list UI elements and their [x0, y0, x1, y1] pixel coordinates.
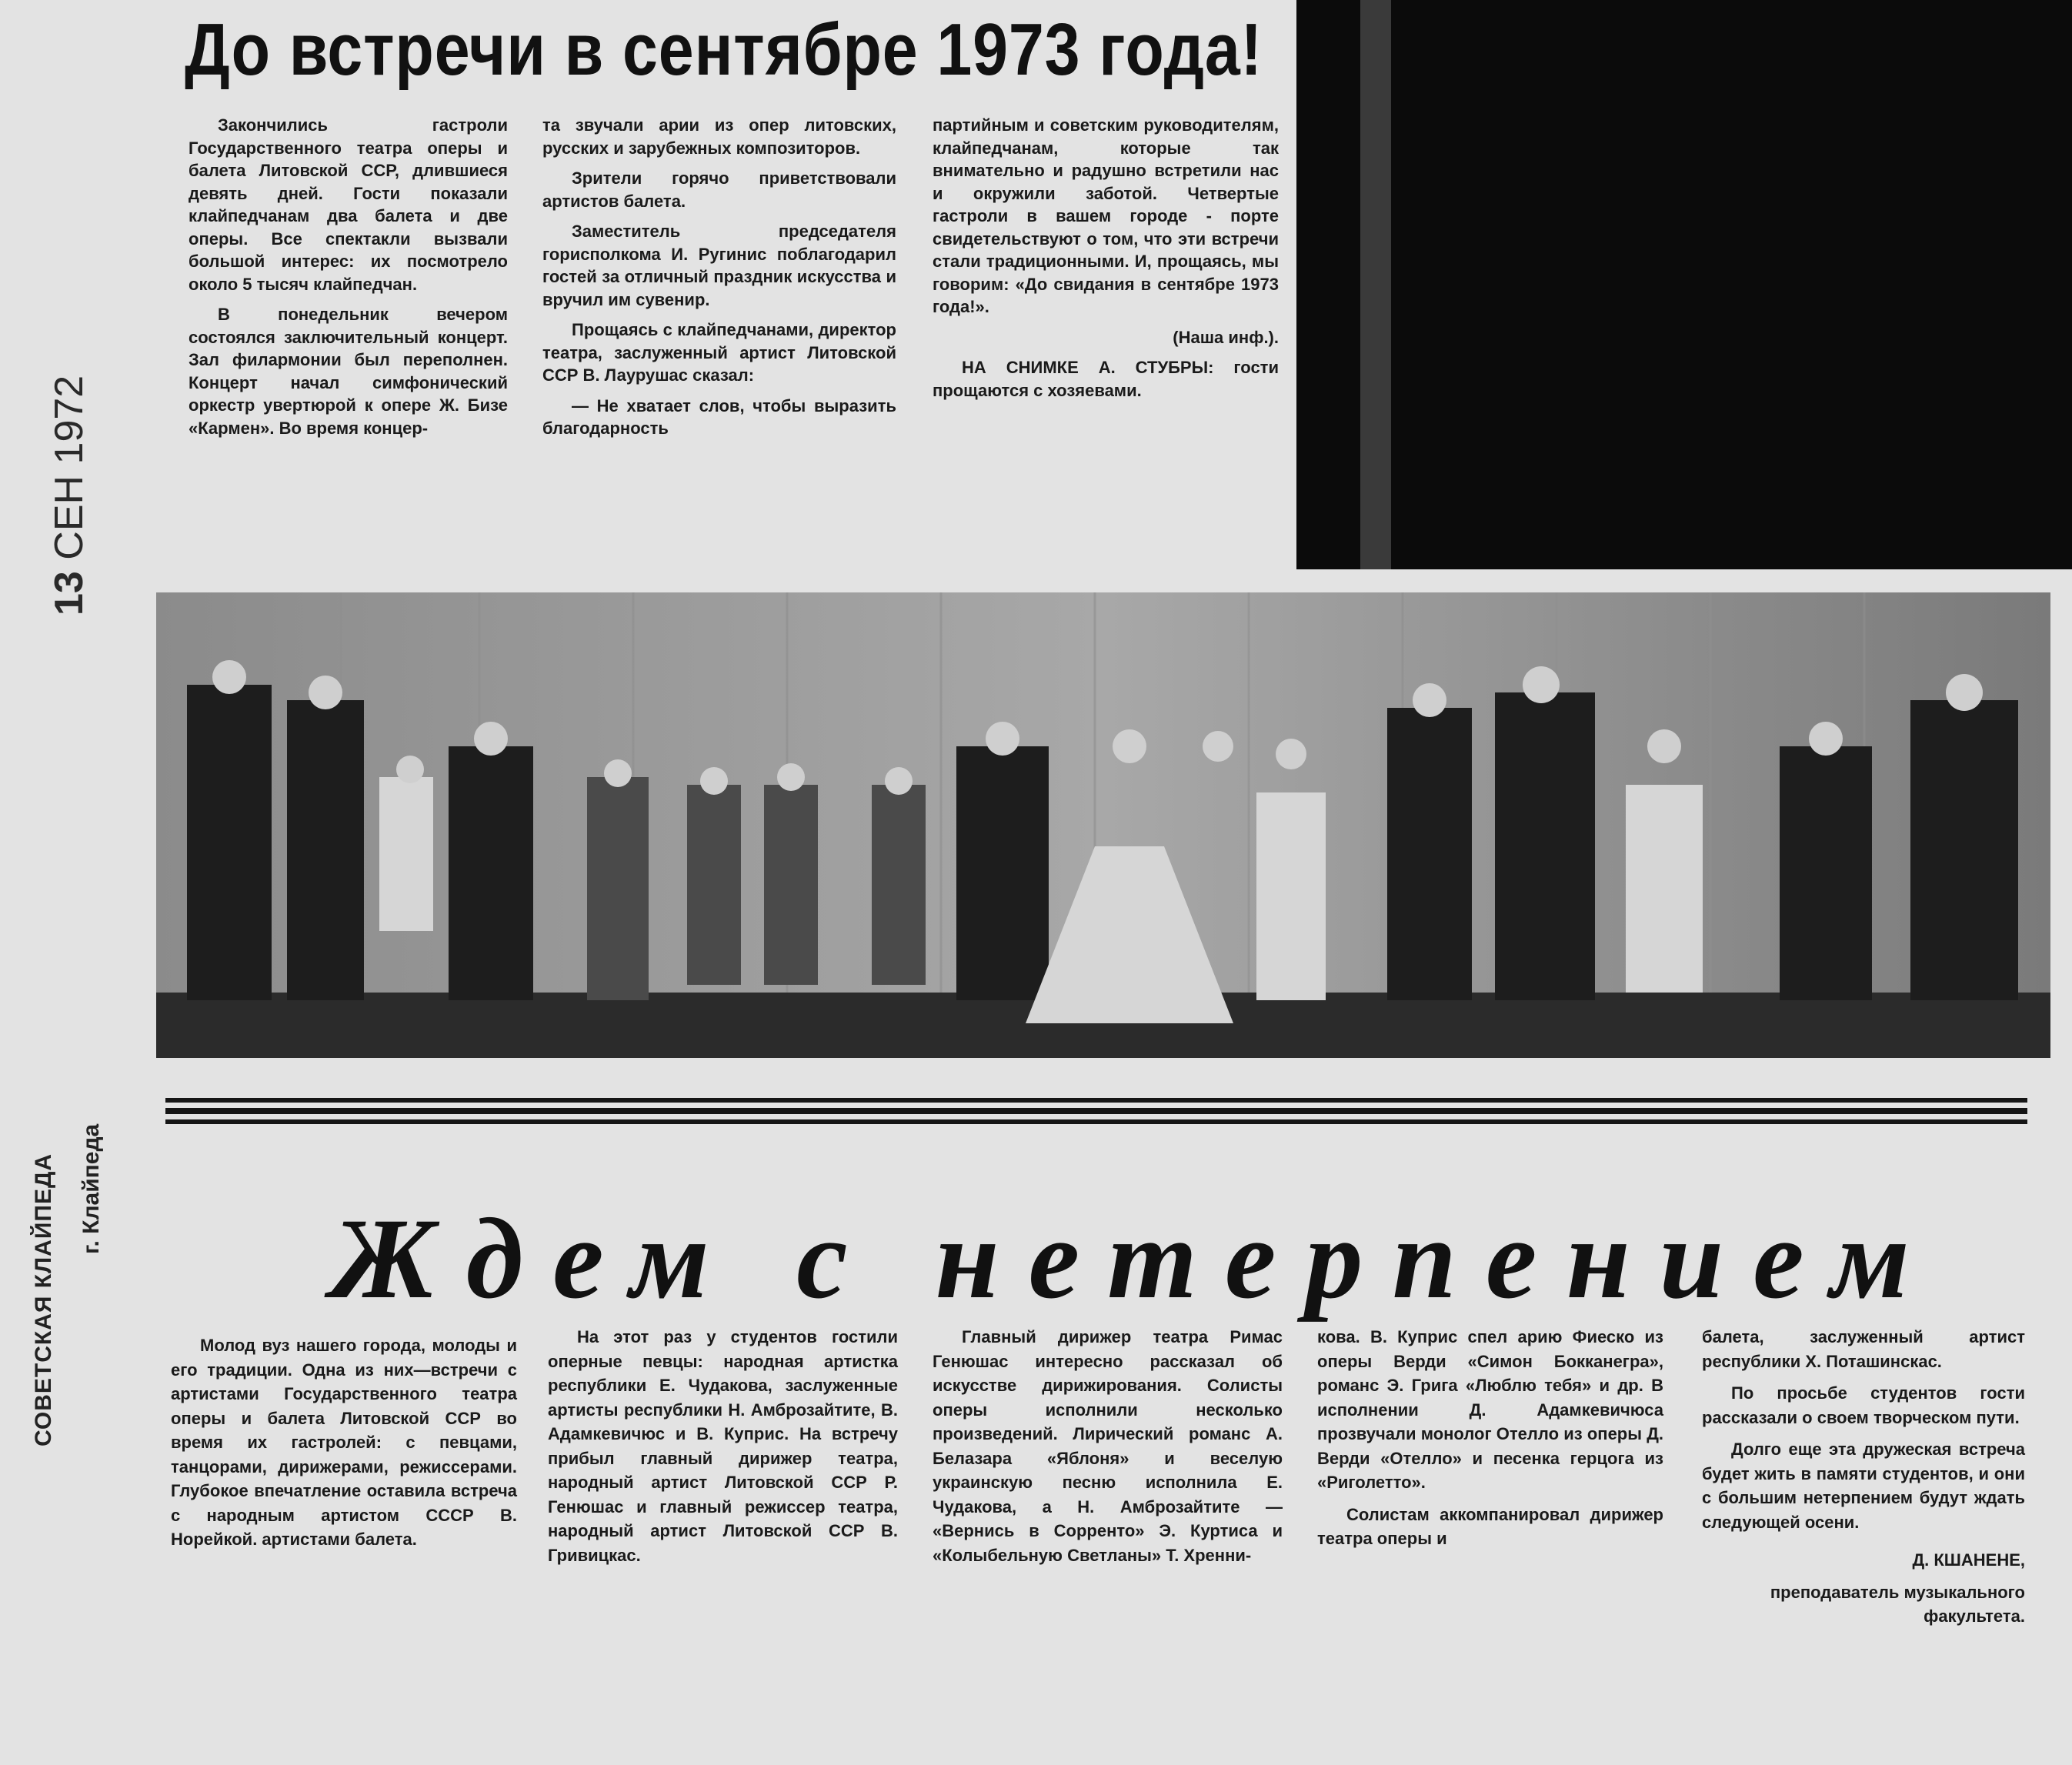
paragraph: партийным и советским руководителям, клайпедчанам, которые так внимательно и радушно встретили нас и окружили заботой. Четвертые гастроли в вашем городе - порте свидетельствуют о том, что эти встречи стали традиционными. И, прощаясь, мы говорим: «До свидания в сентябре 1973 года!».	[933, 115, 1279, 316]
top-headline: До встречи в сентябре 1973 года!	[185, 8, 1263, 91]
divider-rule	[165, 1108, 2027, 1114]
paragraph: та звучали арии из опер литовских, русских и зарубежных композиторов.	[542, 115, 896, 158]
top-column-2	[542, 114, 896, 448]
stage-photo-image	[156, 592, 2050, 1058]
top-column-1	[189, 114, 508, 447]
main-column-1	[171, 1333, 517, 1560]
stage-photo	[156, 592, 2050, 1058]
paragraph: По просьбе студентов гости рассказали о своем творческом пути.	[1702, 1383, 2025, 1427]
author-role: преподаватель музыкального факультета.	[1770, 1582, 2025, 1626]
paragraph: Главный дирижер театра Римас Генюшас интересно рассказал об искусстве дирижирования. Солисты оперы исполнили несколько произведений. Лирический романс А. Белазара «Яблоня» и веселую украинскую песню исполнила Е. Чудакова, а Н. Амброзайтите — «Вернись в Сорренто» Э. Куртиса и «Колыбельную Светланы» Т. Хренни-	[933, 1327, 1283, 1565]
info-credit: (Наша инф.).	[1173, 327, 1279, 347]
main-column-4	[1317, 1325, 1663, 1559]
date-stamp	[46, 369, 108, 616]
divider-rule	[165, 1119, 2027, 1124]
paragraph: кова. В. Куприс спел арию Фиеско из оперы Верди «Симон Бокканегра», романс Э. Грига «Люблю тебя» и др. В исполнении Д. Адамкевичюса прозвучали монолог Отелло из оперы Д. Верди «Отелло» и песенка герцога из «Риголетто».	[1317, 1327, 1663, 1492]
right-shadow	[1360, 0, 1391, 600]
paragraph: Заместитель председателя горисполкома И. Ругинис поблагодарил гостей за отличный праздник искусства и вручил им сувенир.	[542, 222, 896, 309]
paragraph: — Не хватает слов, чтобы выразить благодарность	[542, 395, 896, 438]
stamp-day: 13	[47, 571, 92, 616]
divider-rule	[165, 1098, 2027, 1103]
paragraph: Долго еще эта дружеская встреча будет жить в памяти студентов, и они с большим нетерпением будут ждать следующей осени.	[1702, 1440, 2025, 1532]
paragraph: балета, заслуженный артист республики Х. Поташинскас.	[1702, 1327, 2025, 1371]
newspaper-source	[31, 646, 146, 1446]
stamp-month-year: СЕН 1972	[47, 375, 92, 560]
paragraph: Зрители горячо приветствовали артистов балета.	[542, 168, 896, 211]
paragraph: В понедельник вечером состоялся заключительный концерт. Зал филармонии был переполнен. Концерт начал симфонический оркестр увертюрой к опере Ж. Бизе «Кармен». Во время концер-	[189, 305, 508, 438]
top-column-3	[933, 114, 1279, 409]
paragraph: Закончились гастроли Государственного театра оперы и балета Литовской ССР, длившиеся девять дней. Гости показали клайпедчанам два балета и две оперы. Все спектакли вызвали большой интерес: их посмотрело около 5 тысяч клайпедчан.	[189, 115, 508, 294]
newspaper-name: СОВЕТСКАЯ КЛАЙПЕДА	[31, 1153, 56, 1446]
paragraph: Солистам аккомпанировал дирижер театра оперы и	[1317, 1504, 1663, 1548]
paragraph: Прощаясь с клайпедчанами, директор театра, заслуженный артист Литовской ССР В. Лаурушас сказал:	[542, 320, 896, 385]
paragraph: На этот раз у студентов гостили оперные певцы: народная артистка республики Е. Чудакова, заслуженные артисты республики Н. Амброзайтите, В. Адамкевичюс и В. Куприс. На встречу прибыл главный дирижер театра, народный артист Литовской ССР Р. Генюшас и главный режиссер театра, народный артист Литовской ССР В. Гривицкас.	[548, 1327, 898, 1565]
main-column-2	[548, 1325, 898, 1575]
newspaper-city: г. Клайпеда	[78, 1123, 104, 1254]
author-name: Д. КШАНЕНЕ,	[1912, 1550, 2025, 1570]
paragraph: Молод вуз нашего города, молоды и его традиции. Одна из них—встречи с артистами Государственного театра оперы и балета Литовской ССР во время их гастролей: с певцами, танцорами, дирижерами, режиссерами. Глубокое впечатление оставила встреча с народным артистом СССР В. Норейкой. артистами балета.	[171, 1336, 517, 1549]
main-column-5	[1702, 1325, 2025, 1637]
photo-caption: НА СНИМКЕ А. СТУБРЫ: гости прощаются с хозяевами.	[933, 358, 1279, 400]
main-headline: Ждем с нетерпением	[331, 1195, 1939, 1323]
main-column-3	[933, 1325, 1283, 1575]
